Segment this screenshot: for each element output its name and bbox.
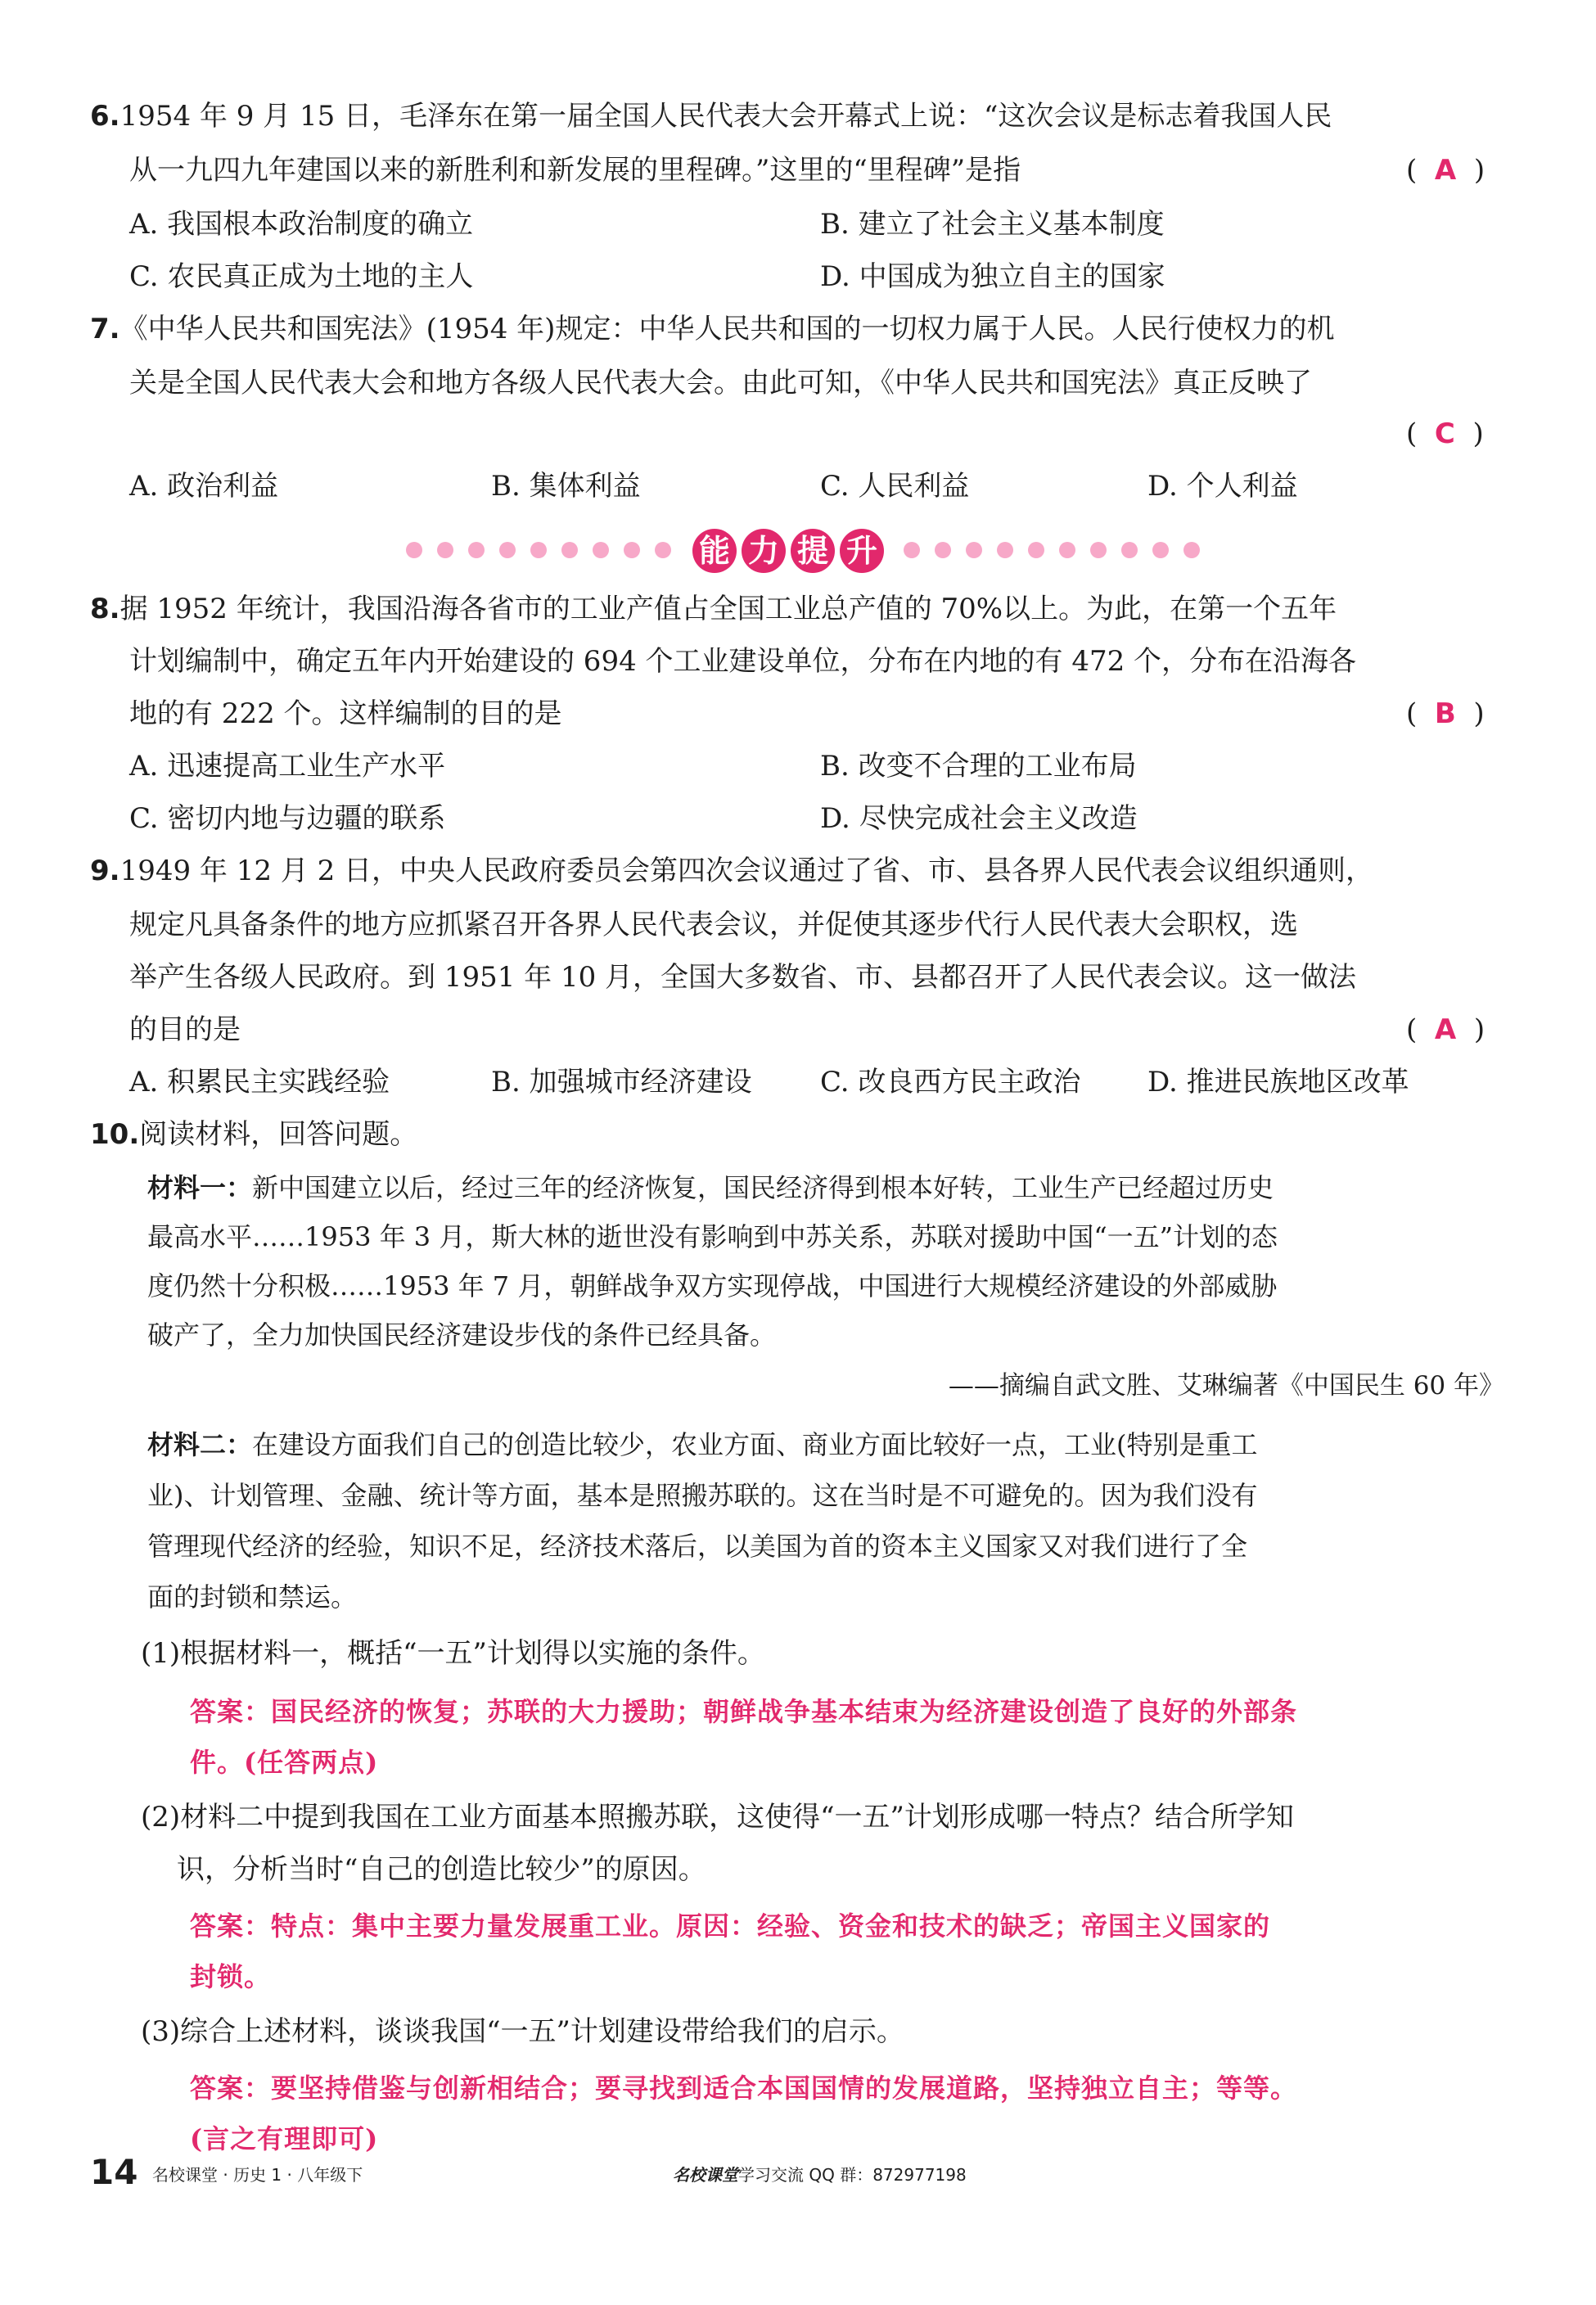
sub2-question-line-2: 识，分析当时“自己的创造比较少”的原因。 (177, 1853, 706, 1886)
q8-option-c: C. 密切内地与边疆的联系 (129, 802, 446, 835)
banner-dot (1028, 542, 1044, 558)
section-title-char: 提 (791, 529, 835, 573)
sub3-answer-line-1: 答案：要坚持借鉴与创新相结合；要寻找到适合本国国情的发展道路，坚持独立自主；等等。 (190, 2073, 1298, 2104)
banner-dot (1059, 542, 1075, 558)
material2-line-1: 材料二：在建设方面我们自己的创造比较少，农业方面、商业方面比较好一点，工业(特别是重工 (147, 1429, 1258, 1460)
q6-option-a: A. 我国根本政治制度的确立 (129, 208, 474, 241)
material2-line-2: 业)、计划管理、金融、统计等方面，基本是照搬苏联的。这在当时是不可避免的。因为我们没有 (147, 1480, 1258, 1511)
banner-dot (406, 542, 422, 558)
q8-answer: B (1434, 697, 1456, 730)
book-series-label: 名校课堂 · 历史 1 · 八年级下 (152, 2165, 363, 2185)
q9-answer: A (1434, 1013, 1457, 1046)
banner-dot (1183, 542, 1200, 558)
q9-option-c: C. 改良西方民主政治 (820, 1066, 1081, 1098)
q8-line-2: 计划编制中，确定五年内开始建设的 694 个工业建设单位，分布在内地的有 472 个，分布在沿海各 (129, 645, 1357, 678)
q7-option-c: C. 人民利益 (820, 470, 970, 503)
banner-dot (437, 542, 453, 558)
q9-option-b: B. 加强城市经济建设 (491, 1066, 752, 1098)
q8-line-3: 地的有 222 个。这样编制的目的是 (129, 697, 562, 730)
sub3-answer-line-2: (言之有理即可) (190, 2123, 379, 2154)
banner-dot (1121, 542, 1138, 558)
banner-dot (593, 542, 609, 558)
banner-dot (1152, 542, 1169, 558)
q6-answer-bracket: ( A ) (1406, 154, 1486, 187)
material1-line-2: 最高水平……1953 年 3 月，斯大林的逝世没有影响到中苏关系，苏联对援助中国“一五”计划的态 (147, 1221, 1278, 1252)
q6-option-c: C. 农民真正成为土地的主人 (129, 260, 474, 293)
page-number: 14 (90, 2152, 138, 2192)
q8-line-1: 8.据 1952 年统计，我国沿海各省市的工业产值占全国工业总产值的 70%以上。为此，在第一个五年 (90, 593, 1337, 625)
banner-dot (624, 542, 640, 558)
sub2-answer-line-1: 答案：特点：集中主要力量发展重工业。原因：经验、资金和技术的缺乏；帝国主义国家的 (190, 1910, 1271, 1942)
q8-option-a: A. 迅速提高工业生产水平 (129, 750, 446, 783)
brand-logo: 名校课堂 (673, 2165, 738, 2185)
section-banner (0, 526, 1596, 575)
banner-dot (561, 542, 578, 558)
q7-line-1: 7.《中华人民共和国宪法》(1954 年)规定：中华人民共和国的一切权力属于人民。人民行使权力的机 (90, 313, 1335, 345)
q6-line-2: 从一九四九年建国以来的新胜利和新发展的里程碑。”这里的“里程碑”是指 (129, 154, 1021, 187)
q8-option-b: B. 改变不合理的工业布局 (820, 750, 1137, 783)
banner-dot (935, 542, 951, 558)
q7-option-a: A. 政治利益 (129, 470, 279, 503)
sub2-answer-line-2: 封锁。 (190, 1961, 272, 1992)
q9-answer-bracket: ( A ) (1406, 1013, 1486, 1046)
banner-dot (530, 542, 547, 558)
banner-dot (997, 542, 1013, 558)
q6-answer: A (1434, 154, 1457, 187)
q9-line-3: 举产生各级人民政府。到 1951 年 10 月，全国大多数省、市、县都召开了人民代表会议。这一做法 (129, 961, 1357, 994)
material1-line-4: 破产了，全力加快国民经济建设步伐的条件已经具备。 (147, 1319, 777, 1351)
q9-option-d: D. 推进民族地区改革 (1147, 1066, 1409, 1098)
section-title-char: 力 (742, 529, 786, 573)
section-title-char: 能 (692, 529, 737, 573)
q9-line-4: 的目的是 (129, 1013, 241, 1046)
banner-dot (1090, 542, 1107, 558)
q6-line-1: 6.1954 年 9 月 15 日，毛泽东在第一届全国人民代表大会开幕式上说：“这次会议是标志着我国人民 (90, 100, 1332, 133)
material2-line-4: 面的封锁和禁运。 (147, 1581, 358, 1613)
material1-source: ——摘编自武文胜、艾琳编著《中国民生 60 年》 (948, 1371, 1504, 1401)
banner-dot (499, 542, 516, 558)
q9-line-2: 规定凡具备条件的地方应抓紧召开各界人民代表会议，并促使其逐步代行人民代表大会职权，选 (129, 909, 1298, 941)
q6-option-d: D. 中国成为独立自主的国家 (820, 260, 1165, 293)
sub2-question-line-1: (2)材料二中提到我国在工业方面基本照搬苏联，这使得“一五”计划形成哪一特点？结合所学知 (141, 1801, 1294, 1834)
q7-option-d: D. 个人利益 (1147, 470, 1298, 503)
material2-line-3: 管理现代经济的经验，知识不足，经济技术落后，以美国为首的资本主义国家又对我们进行了全 (147, 1531, 1248, 1562)
sub3-question: (3)综合上述材料，谈谈我国“一五”计划建设带给我们的启示。 (141, 2015, 904, 2048)
banner-dot (468, 542, 485, 558)
material1-line-3: 度仍然十分积极……1953 年 7 月，朝鲜战争双方实现停战，中国进行大规模经济建设的外部威胁 (147, 1270, 1278, 1301)
q6-option-b: B. 建立了社会主义基本制度 (820, 208, 1165, 241)
q8-answer-bracket: ( B ) (1406, 697, 1485, 730)
q9-line-1: 9.1949 年 12 月 2 日，中央人民政府委员会第四次会议通过了省、市、县各界人民代表会议组织通则， (90, 855, 1374, 887)
sub1-answer-line-2: 件。(任答两点) (190, 1747, 379, 1778)
q10-prompt: 10.阅读材料，回答问题。 (90, 1118, 418, 1151)
sub1-answer-line-1: 答案：国民经济的恢复；苏联的大力援助；朝鲜战争基本结束为经济建设创造了良好的外部条 (190, 1696, 1298, 1727)
q7-answer-bracket: ( C ) (1406, 417, 1484, 450)
section-title-char: 升 (840, 529, 884, 573)
q9-option-a: A. 积累民主实践经验 (129, 1066, 390, 1098)
banner-dot (966, 542, 982, 558)
q8-option-d: D. 尽快完成社会主义改造 (820, 802, 1138, 835)
q7-answer: C (1434, 417, 1455, 450)
banner-dot (655, 542, 671, 558)
sub1-question: (1)根据材料一，概括“一五”计划得以实施的条件。 (141, 1637, 765, 1670)
banner-dot (904, 542, 920, 558)
q7-option-b: B. 集体利益 (491, 470, 641, 503)
material1-line-1: 材料一：新中国建立以后，经过三年的经济恢复，国民经济得到根本好转，工业生产已经超过历史 (147, 1172, 1274, 1203)
q7-line-2: 关是全国人民代表大会和地方各级人民代表大会。由此可知，《中华人民共和国宪法》真正反映了 (129, 367, 1312, 399)
footer-qq-group: 名校课堂学习交流 QQ 群：872977198 (673, 2165, 967, 2185)
